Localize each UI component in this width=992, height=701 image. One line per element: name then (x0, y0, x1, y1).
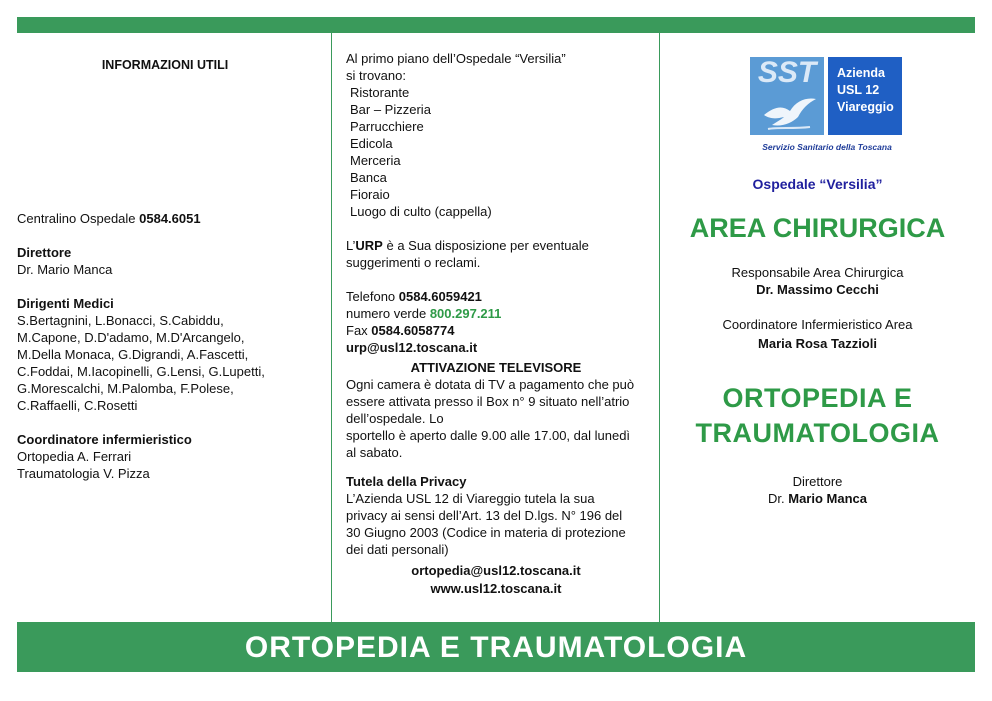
responsabile-label: Responsabile Area Chirurgica (731, 265, 904, 280)
logo-azienda-box (828, 57, 902, 135)
logo-sst-text: SST (757, 56, 817, 89)
logo-azienda-line: Azienda (837, 66, 885, 80)
privacy-heading: Tutela della Privacy (346, 474, 467, 489)
urp-paragraph (346, 237, 626, 271)
dirigenti-line: G.Morescalchi, M.Palomba, F.Polese, (17, 381, 234, 396)
tv-text: Ogni camera è dotata di TV a pagamento che può essere attivata presso il Box n° 9 situato nell’atrio dell’ospedale. Lo (346, 377, 635, 426)
service-item: Ristorante (350, 85, 410, 100)
responsabile-section (660, 264, 975, 298)
coordinatore-line: Traumatologia V. Pizza (17, 466, 150, 481)
direttore-name: Dr. Mario Manca (17, 262, 113, 277)
column-divider-left (331, 33, 332, 622)
fax-line (346, 322, 646, 339)
direttore-right-name: Mario Manca (788, 491, 867, 506)
responsabile-name: Dr. Massimo Cecchi (756, 282, 879, 297)
middle-column (346, 50, 646, 597)
dirigenti-line: C.Raffaelli, C.Rosetti (17, 398, 138, 413)
centralino-label: Centralino Ospedale (17, 211, 140, 226)
logo-azienda-line: Viareggio (837, 100, 894, 114)
dirigenti-line: M.Capone, D.D'adamo, M.D'Arcangelo, (17, 330, 245, 345)
coordinatore-area-name: Maria Rosa Tazzioli (758, 336, 877, 351)
urp-email[interactable]: urp@usl12.toscana.it (346, 340, 478, 355)
dirigenti-line: M.Della Monaca, G.Digrandi, A.Fascetti, (17, 347, 249, 362)
telefono-line (346, 288, 646, 305)
reparto-title (660, 381, 975, 451)
tv-text-2: sportello è aperto dalle 9.00 alle 17.00, dal lunedì al sabato. (346, 428, 631, 460)
intro-line: si trovano: (346, 68, 406, 83)
service-item: Luogo di culto (cappella) (350, 204, 492, 219)
urp-text: è a Sua disposizione per eventuale suggerimenti o reclami. (346, 238, 589, 270)
area-title: AREA CHIRURGICA (689, 213, 946, 243)
telefono-value: 0584.6059421 (398, 289, 482, 304)
direttore-heading: Direttore (17, 245, 72, 260)
ortopedia-email[interactable]: ortopedia@usl12.toscana.it (411, 563, 581, 578)
coordinatore-line: Ortopedia A. Ferrari (17, 449, 132, 464)
coordinatore-area-label: Coordinatore Infermieristico Area (722, 317, 913, 332)
website-link[interactable]: www.usl12.toscana.it (430, 581, 562, 596)
info-heading: INFORMAZIONI UTILI (101, 58, 229, 72)
intro-line: Al primo piano dell’Ospedale “Versilia” (346, 51, 566, 66)
numero-verde-value: 800.297.211 (429, 306, 502, 321)
footer-title: ORTOPEDIA E TRAUMATOLOGIA (244, 630, 748, 664)
fax-value: 0584.6058774 (371, 323, 455, 338)
telefono-label: Telefono (346, 289, 399, 304)
top-green-bar (17, 17, 975, 33)
coordinatore-area-section (660, 315, 975, 353)
urp-bold: URP (355, 238, 383, 253)
service-item: Edicola (350, 136, 393, 151)
direttore-right-label: Direttore (792, 474, 843, 489)
dirigenti-line: S.Bertagnini, L.Bonacci, S.Cabiddu, (17, 313, 224, 328)
usl-logo (748, 55, 906, 153)
service-item: Fioraio (350, 187, 390, 202)
reparto-line: ORTOPEDIA E (722, 383, 913, 413)
centralino-line (17, 210, 317, 227)
logo-ssn-text: Servizio Sanitario della Toscana (762, 142, 892, 152)
centralino-number: 0584.6051 (139, 211, 201, 226)
coordinatore-heading: Coordinatore infermieristico (17, 432, 192, 447)
service-item: Merceria (350, 153, 401, 168)
reparto-line: TRAUMATOLOGIA (695, 418, 940, 448)
numero-verde-line (346, 305, 646, 322)
service-item: Parrucchiere (350, 119, 424, 134)
dirigenti-heading: Dirigenti Medici (17, 296, 114, 311)
privacy-text: L’Azienda USL 12 di Viareggio tutela la sua privacy ai sensi dell’Art. 13 del D.lgs. N° 196 del 30 Giugno 2003 (Codice in materia di protezione dei dati personali) (346, 491, 626, 557)
service-item: Bar – Pizzeria (350, 102, 431, 117)
service-item: Banca (350, 170, 387, 185)
direttore-right-section (660, 473, 975, 507)
bottom-title-bar (17, 622, 975, 672)
logo-azienda-line: USL 12 (837, 83, 880, 97)
urp-prefix: L’ (346, 238, 356, 253)
tv-heading: ATTIVAZIONE TELEVISORE (410, 360, 582, 375)
direttore-right-line (660, 490, 975, 507)
fax-label: Fax (346, 323, 372, 338)
bird-icon (762, 93, 818, 133)
dirigenti-line: C.Foddai, M.Iacopinelli, G.Lensi, G.Lupetti, (17, 364, 265, 379)
numero-verde-label: numero verde (346, 306, 430, 321)
dirigenti-section (17, 295, 317, 414)
coordinatore-section (17, 431, 317, 482)
hospital-name: Ospedale “Versilia” (752, 176, 883, 192)
direttore-section (17, 244, 317, 278)
direttore-right-prefix: Dr. (768, 491, 789, 506)
